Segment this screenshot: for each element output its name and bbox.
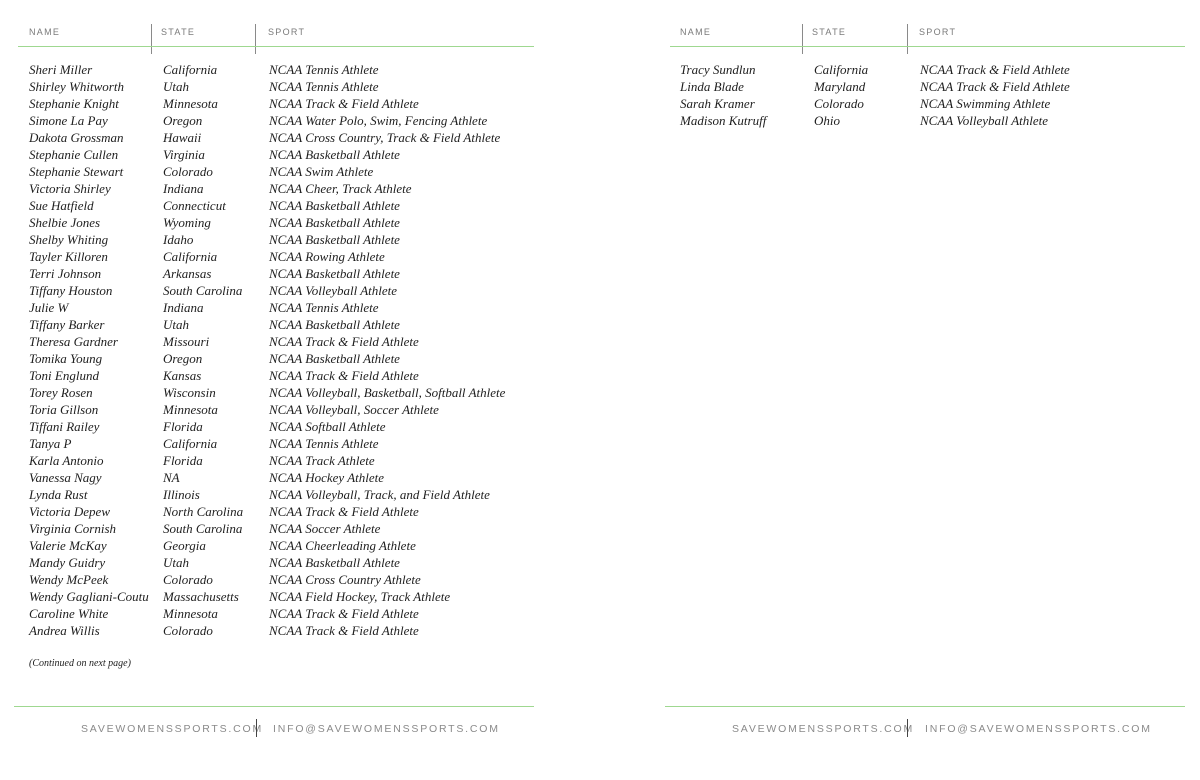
athlete-state: North Carolina bbox=[163, 504, 244, 519]
header-rule bbox=[670, 46, 1185, 47]
athlete-state: Indiana bbox=[163, 181, 204, 196]
athlete-state: Oregon bbox=[163, 351, 203, 366]
athlete-sport: NCAA Basketball Athlete bbox=[269, 351, 400, 366]
athlete-sport: NCAA Basketball Athlete bbox=[269, 147, 400, 162]
athlete-sport: NCAA Cheerleading Athlete bbox=[269, 538, 416, 553]
athlete-sport: NCAA Water Polo, Swim, Fencing Athlete bbox=[269, 113, 488, 128]
athlete-name: Dakota Grossman bbox=[29, 130, 124, 145]
athlete-state: Minnesota bbox=[163, 402, 218, 417]
athlete-state: Indiana bbox=[163, 300, 204, 315]
table-header bbox=[670, 24, 1185, 46]
continued-note: (Continued on next page) bbox=[29, 658, 131, 669]
athlete-sport: NCAA Tennis Athlete bbox=[269, 436, 379, 451]
header-divider bbox=[907, 24, 908, 54]
athlete-sport: NCAA Rowing Athlete bbox=[269, 249, 385, 264]
athlete-sport: NCAA Track & Field Athlete bbox=[269, 96, 419, 111]
footer-rule bbox=[665, 706, 1185, 707]
athlete-state: Virginia bbox=[163, 147, 205, 162]
athlete-name: Tracy Sundlun bbox=[680, 62, 756, 77]
footer-website-link[interactable]: SAVEWOMENSSPORTS.COM bbox=[81, 723, 264, 735]
athlete-name: Tiffany Houston bbox=[29, 283, 113, 298]
athlete-state: Maryland bbox=[814, 79, 866, 94]
athlete-state: Arkansas bbox=[163, 266, 212, 281]
athlete-name: Victoria Shirley bbox=[29, 181, 111, 196]
athlete-sport: NCAA Basketball Athlete bbox=[269, 317, 400, 332]
footer-divider bbox=[907, 719, 908, 737]
right-page bbox=[650, 0, 1200, 780]
athlete-sport: NCAA Cheer, Track Athlete bbox=[269, 181, 412, 196]
athlete-name: Madison Kutruff bbox=[680, 113, 767, 128]
athlete-state: Connecticut bbox=[163, 198, 226, 213]
header-sport: SPORT bbox=[268, 27, 306, 37]
athlete-name: Stephanie Knight bbox=[29, 96, 119, 111]
athlete-name: Tiffany Barker bbox=[29, 317, 105, 332]
athlete-sport: NCAA Soccer Athlete bbox=[269, 521, 381, 536]
athlete-state: Georgia bbox=[163, 538, 206, 553]
athlete-state: Oregon bbox=[163, 113, 203, 128]
athlete-name: Andrea Willis bbox=[29, 623, 100, 638]
athlete-state: NA bbox=[163, 470, 180, 485]
athlete-name: Tanya P bbox=[29, 436, 72, 451]
athlete-state: Florida bbox=[163, 419, 203, 434]
athlete-sport: NCAA Basketball Athlete bbox=[269, 215, 400, 230]
athlete-state: Massachusetts bbox=[163, 589, 239, 604]
athlete-state: Utah bbox=[163, 317, 189, 332]
athlete-name: Victoria Depew bbox=[29, 504, 110, 519]
athlete-sport: NCAA Tennis Athlete bbox=[269, 79, 379, 94]
athlete-state: Minnesota bbox=[163, 606, 218, 621]
athlete-name: Toria Gillson bbox=[29, 402, 99, 417]
header-divider bbox=[151, 24, 152, 54]
athlete-name: Karla Antonio bbox=[29, 453, 104, 468]
athlete-state: South Carolina bbox=[163, 521, 243, 536]
athlete-state: Minnesota bbox=[163, 96, 218, 111]
athlete-name: Julie W bbox=[29, 300, 69, 315]
athlete-name: Linda Blade bbox=[680, 79, 744, 94]
athlete-sport: NCAA Softball Athlete bbox=[269, 419, 386, 434]
athlete-sport: NCAA Volleyball Athlete bbox=[920, 113, 1049, 128]
table-header bbox=[18, 24, 534, 46]
athlete-sport: NCAA Tennis Athlete bbox=[269, 300, 379, 315]
athlete-state: Colorado bbox=[163, 572, 213, 587]
athlete-name: Sarah Kramer bbox=[680, 96, 755, 111]
athlete-state: Colorado bbox=[163, 164, 213, 179]
athlete-sport: NCAA Basketball Athlete bbox=[269, 198, 400, 213]
athlete-name: Theresa Gardner bbox=[29, 334, 118, 349]
athlete-state: Utah bbox=[163, 555, 189, 570]
athlete-sport: NCAA Basketball Athlete bbox=[269, 266, 400, 281]
athlete-sport: NCAA Cross Country Athlete bbox=[269, 572, 421, 587]
footer-divider bbox=[256, 719, 257, 737]
footer-website-link[interactable]: SAVEWOMENSSPORTS.COM bbox=[732, 723, 915, 735]
athlete-name: Valerie McKay bbox=[29, 538, 107, 553]
athlete-sport: NCAA Tennis Athlete bbox=[269, 62, 379, 77]
athlete-name: Tayler Killoren bbox=[29, 249, 108, 264]
athlete-sport: NCAA Volleyball Athlete bbox=[269, 283, 398, 298]
athlete-state: Wisconsin bbox=[163, 385, 216, 400]
athlete-state: Illinois bbox=[163, 487, 200, 502]
athlete-state: Colorado bbox=[814, 96, 864, 111]
header-sport: SPORT bbox=[919, 27, 957, 37]
athlete-sport: NCAA Swimming Athlete bbox=[920, 96, 1051, 111]
athlete-name: Simone La Pay bbox=[29, 113, 108, 128]
header-rule bbox=[18, 46, 534, 47]
athlete-sport: NCAA Swim Athlete bbox=[269, 164, 374, 179]
athlete-sport: NCAA Hockey Athlete bbox=[269, 470, 385, 485]
athlete-sport: NCAA Track & Field Athlete bbox=[269, 606, 419, 621]
athlete-name: Terri Johnson bbox=[29, 266, 102, 281]
athlete-name: Shirley Whitworth bbox=[29, 79, 124, 94]
athlete-state: Hawaii bbox=[163, 130, 202, 145]
athlete-name: Wendy McPeek bbox=[29, 572, 109, 587]
athlete-state: Colorado bbox=[163, 623, 213, 638]
athlete-sport: NCAA Track & Field Athlete bbox=[269, 623, 419, 638]
athlete-name: Caroline White bbox=[29, 606, 109, 621]
athlete-sport: NCAA Track & Field Athlete bbox=[269, 504, 419, 519]
athlete-name: Sue Hatfield bbox=[29, 198, 94, 213]
athlete-sport: NCAA Track & Field Athlete bbox=[269, 334, 419, 349]
athlete-name: Shelbie Jones bbox=[29, 215, 101, 230]
athlete-name: Torey Rosen bbox=[29, 385, 93, 400]
athlete-sport: NCAA Track & Field Athlete bbox=[269, 368, 419, 383]
athlete-state: California bbox=[163, 249, 218, 264]
athlete-state: Wyoming bbox=[163, 215, 211, 230]
athlete-sport: NCAA Basketball Athlete bbox=[269, 232, 400, 247]
athlete-state: California bbox=[814, 62, 869, 77]
header-name: NAME bbox=[29, 27, 61, 37]
athlete-name: Tiffani Railey bbox=[29, 419, 100, 434]
athlete-state: Ohio bbox=[814, 113, 840, 128]
footer-email-link[interactable]: INFO@SAVEWOMENSSPORTS.COM bbox=[273, 723, 500, 735]
athlete-state: South Carolina bbox=[163, 283, 243, 298]
athlete-sport: NCAA Volleyball, Basketball, Softball Athlete bbox=[269, 385, 506, 400]
athlete-sport: NCAA Cross Country, Track & Field Athlete bbox=[269, 130, 501, 145]
header-divider bbox=[255, 24, 256, 54]
athlete-name: Toni Englund bbox=[29, 368, 99, 383]
athlete-state: California bbox=[163, 62, 218, 77]
athlete-state: Florida bbox=[163, 453, 203, 468]
athlete-sport: NCAA Basketball Athlete bbox=[269, 555, 400, 570]
header-state: STATE bbox=[812, 27, 847, 37]
athlete-state: Idaho bbox=[163, 232, 194, 247]
athlete-sport: NCAA Volleyball, Track, and Field Athlete bbox=[269, 487, 490, 502]
header-divider bbox=[802, 24, 803, 54]
athlete-name: Lynda Rust bbox=[29, 487, 88, 502]
athlete-name: Stephanie Cullen bbox=[29, 147, 119, 162]
header-name: NAME bbox=[680, 27, 712, 37]
athlete-sport: NCAA Field Hockey, Track Athlete bbox=[269, 589, 451, 604]
athlete-sport: NCAA Track & Field Athlete bbox=[920, 79, 1070, 94]
header-state: STATE bbox=[161, 27, 196, 37]
athlete-state: California bbox=[163, 436, 218, 451]
footer-email-link[interactable]: INFO@SAVEWOMENSSPORTS.COM bbox=[925, 723, 1152, 735]
athlete-name: Mandy Guidry bbox=[29, 555, 106, 570]
athlete-sport: NCAA Volleyball, Soccer Athlete bbox=[269, 402, 439, 417]
athlete-name: Shelby Whiting bbox=[29, 232, 109, 247]
athlete-state: Missouri bbox=[163, 334, 210, 349]
footer-rule bbox=[14, 706, 534, 707]
athlete-name: Tomika Young bbox=[29, 351, 103, 366]
athlete-name: Vanessa Nagy bbox=[29, 470, 102, 485]
athlete-name: Stephanie Stewart bbox=[29, 164, 124, 179]
athlete-name: Sheri Miller bbox=[29, 62, 93, 77]
athlete-state: Kansas bbox=[163, 368, 202, 383]
athlete-sport: NCAA Track Athlete bbox=[269, 453, 375, 468]
athlete-name: Virginia Cornish bbox=[29, 521, 117, 536]
athlete-state: Utah bbox=[163, 79, 189, 94]
athlete-name: Wendy Gagliani-Coutu bbox=[29, 589, 149, 604]
athlete-sport: NCAA Track & Field Athlete bbox=[920, 62, 1070, 77]
